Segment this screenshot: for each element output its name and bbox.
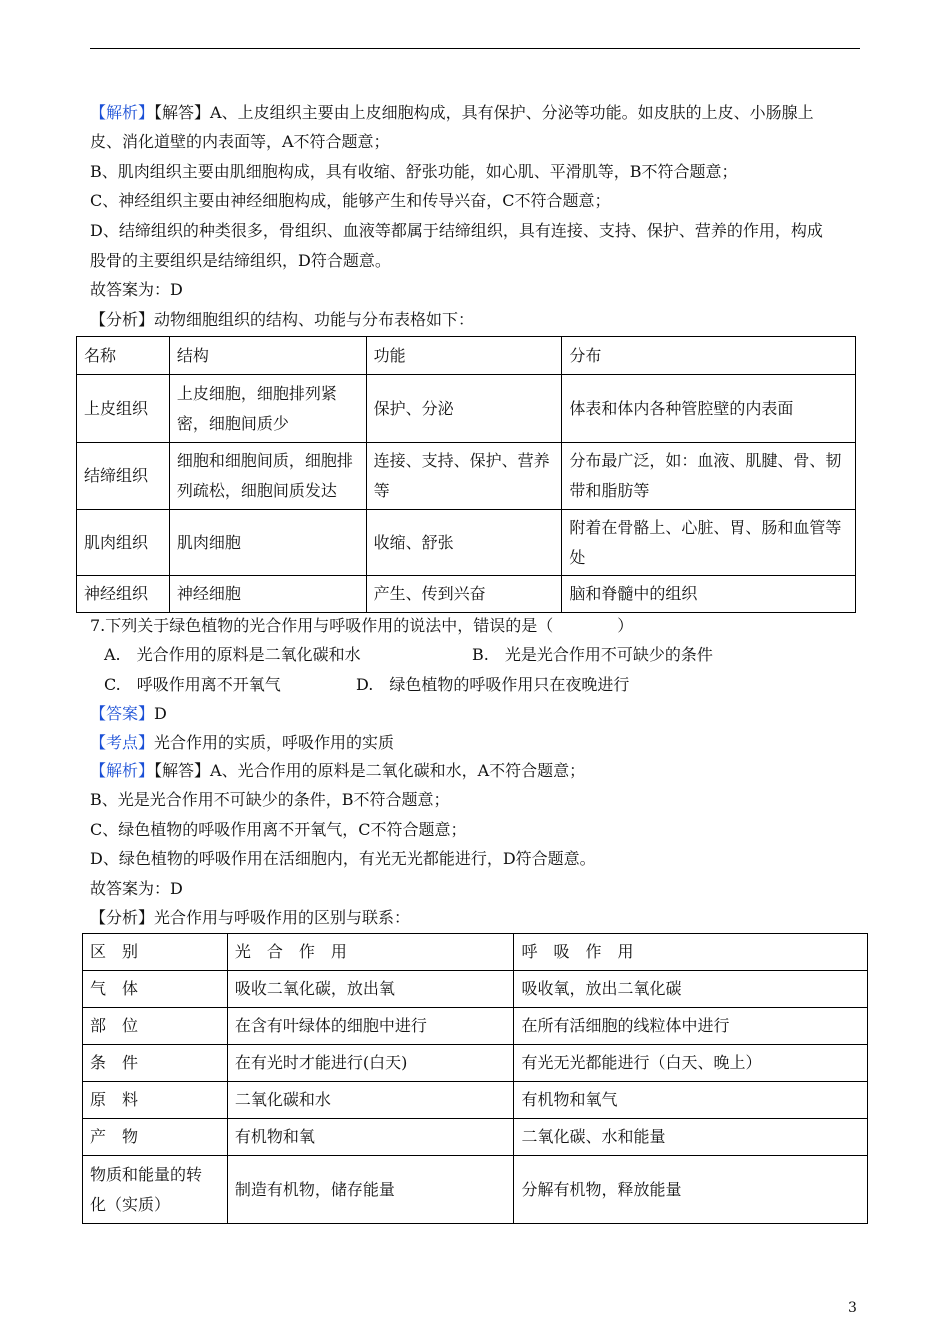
table-header-cell: 光 合 作 用	[227, 934, 514, 971]
table-cell: 分布最广泛，如：血液、肌腱、骨、韧 带和脂肪等	[562, 443, 856, 510]
table-cell: 收缩、舒张	[366, 510, 562, 576]
block1-line3: B、肌肉组织主要由肌细胞构成，具有收缩、舒张功能，如心肌、平滑肌等，B不符合题意；	[90, 162, 738, 181]
header-rule	[90, 48, 860, 49]
table-cell: 吸收二氧化碳，放出氧	[227, 971, 514, 1008]
table-cell: 分解有机物，释放能量	[514, 1156, 868, 1224]
point-tag: 【考点】	[90, 733, 155, 752]
q7-exp-b: B、光是光合作用不可缺少的条件，B不符合题意；	[90, 790, 450, 809]
table-cell: 有光无光都能进行（白天、晚上）	[514, 1045, 868, 1082]
block1-line5: D、结缔组织的种类很多，骨组织、血液等都属于结缔组织，具有连接、支持、保护、营养的作用，构成	[90, 221, 823, 240]
table-row	[77, 510, 856, 576]
block1-line1-text: 【解答】A、上皮组织主要由上皮细胞构成，具有保护、分泌等功能。如皮肤的上皮、小肠腺上	[154, 103, 814, 122]
analysis-tag: 【解析】	[90, 103, 155, 122]
table-row	[83, 1156, 868, 1224]
table-cell: 体表和体内各种管腔壁的内表面	[562, 375, 856, 443]
q7-option-d: D. 绿色植物的呼吸作用只在夜晚进行	[356, 675, 630, 694]
table-row	[83, 971, 868, 1008]
analysis-tag: 【解析】	[90, 761, 155, 780]
table-cell: 神经组织	[77, 576, 170, 613]
comparison-table	[82, 933, 868, 1224]
table-cell: 制造有机物，储存能量	[227, 1156, 514, 1224]
block1-line4: C、神经组织主要由神经细胞构成，能够产生和传导兴奋，C不符合题意；	[90, 191, 611, 210]
table-header-cell: 呼 吸 作 用	[514, 934, 868, 971]
tissue-table	[76, 336, 856, 613]
table-cell: 有机物和氧气	[514, 1082, 868, 1119]
table-row	[83, 1119, 868, 1156]
table-cell: 在含有叶绿体的细胞中进行	[227, 1008, 514, 1045]
table-cell: 肌肉组织	[77, 510, 170, 576]
table-row	[83, 1082, 868, 1119]
table-cell: 二氧化碳、水和能量	[514, 1119, 868, 1156]
q7-option-c: C. 呼吸作用离不开氧气	[104, 675, 281, 694]
q7-question: 7.下列关于绿色植物的光合作用与呼吸作用的说法中，错误的是（ ）	[90, 616, 634, 635]
q7-answer: 【答案】D	[90, 704, 167, 723]
table-cell: 物质和能量的转 化（实质）	[83, 1156, 228, 1224]
block1-answer: 故答案为：D	[90, 280, 183, 299]
q7-final-answer: 故答案为：D	[90, 879, 183, 898]
q7-exp-c: C、绿色植物的呼吸作用离不开氧气，C不符合题意；	[90, 820, 467, 839]
table-cell: 二氧化碳和水	[227, 1082, 514, 1119]
q7-exp-d: D、绿色植物的呼吸作用在活细胞内，有光无光都能进行，D符合题意。	[90, 849, 596, 868]
table-cell: 上皮细胞，细胞排列紧 密，细胞间质少	[169, 375, 366, 443]
table-row	[77, 375, 856, 443]
table-cell: 产生、传到兴奋	[366, 576, 562, 613]
table-header-cell: 名称	[77, 337, 170, 375]
table-cell: 原 料	[83, 1082, 228, 1119]
table-header-cell: 区 别	[83, 934, 228, 971]
table-header-cell: 功能	[366, 337, 562, 375]
table-cell: 细胞和细胞间质，细胞排 列疏松，细胞间质发达	[169, 443, 366, 510]
table-row	[83, 1008, 868, 1045]
block1-line6: 股骨的主要组织是结缔组织，D符合题意。	[90, 251, 391, 270]
table-header-row	[77, 337, 856, 375]
table-row	[77, 576, 856, 613]
table-cell: 部 位	[83, 1008, 228, 1045]
q7-analysis: 【分析】光合作用与呼吸作用的区别与联系：	[90, 908, 411, 927]
table-cell: 结缔组织	[77, 443, 170, 510]
table-cell: 有机物和氧	[227, 1119, 514, 1156]
table-cell: 条 件	[83, 1045, 228, 1082]
q7-point: 【考点】光合作用的实质，呼吸作用的实质	[90, 733, 395, 752]
table-cell: 神经细胞	[169, 576, 366, 613]
block1-line1	[90, 103, 814, 123]
block1-analysis: 【分析】动物细胞组织的结构、功能与分布表格如下：	[90, 310, 475, 329]
table-cell: 上皮组织	[77, 375, 170, 443]
table-cell: 气 体	[83, 971, 228, 1008]
table-header-cell: 分布	[562, 337, 856, 375]
table-cell: 附着在骨骼上、心脏、胃、肠和血管等 处	[562, 510, 856, 576]
q7-option-a: A. 光合作用的原料是二氧化碳和水	[104, 645, 361, 664]
table-cell: 保护、分泌	[366, 375, 562, 443]
table-header-row	[83, 934, 868, 971]
block1-line2: 皮、消化道壁的内表面等，A不符合题意；	[90, 132, 390, 151]
table-cell: 在有光时才能进行(白天)	[227, 1045, 514, 1082]
table-row	[83, 1045, 868, 1082]
table-cell: 吸收氧，放出二氧化碳	[514, 971, 868, 1008]
table-cell: 在所有活细胞的线粒体中进行	[514, 1008, 868, 1045]
table-row	[77, 443, 856, 510]
table-header-cell: 结构	[169, 337, 366, 375]
q7-explanation: 【解析】【解答】A、光合作用的原料是二氧化碳和水，A不符合题意；	[90, 761, 586, 780]
page-number: 3	[848, 1300, 857, 1316]
answer-tag: 【答案】	[90, 704, 155, 723]
table-cell: 产 物	[83, 1119, 228, 1156]
table-cell: 脑和脊髓中的组织	[562, 576, 856, 613]
table-cell: 肌肉细胞	[169, 510, 366, 576]
table-cell: 连接、支持、保护、营养 等	[366, 443, 562, 510]
q7-option-b: B. 光是光合作用不可缺少的条件	[472, 645, 713, 664]
